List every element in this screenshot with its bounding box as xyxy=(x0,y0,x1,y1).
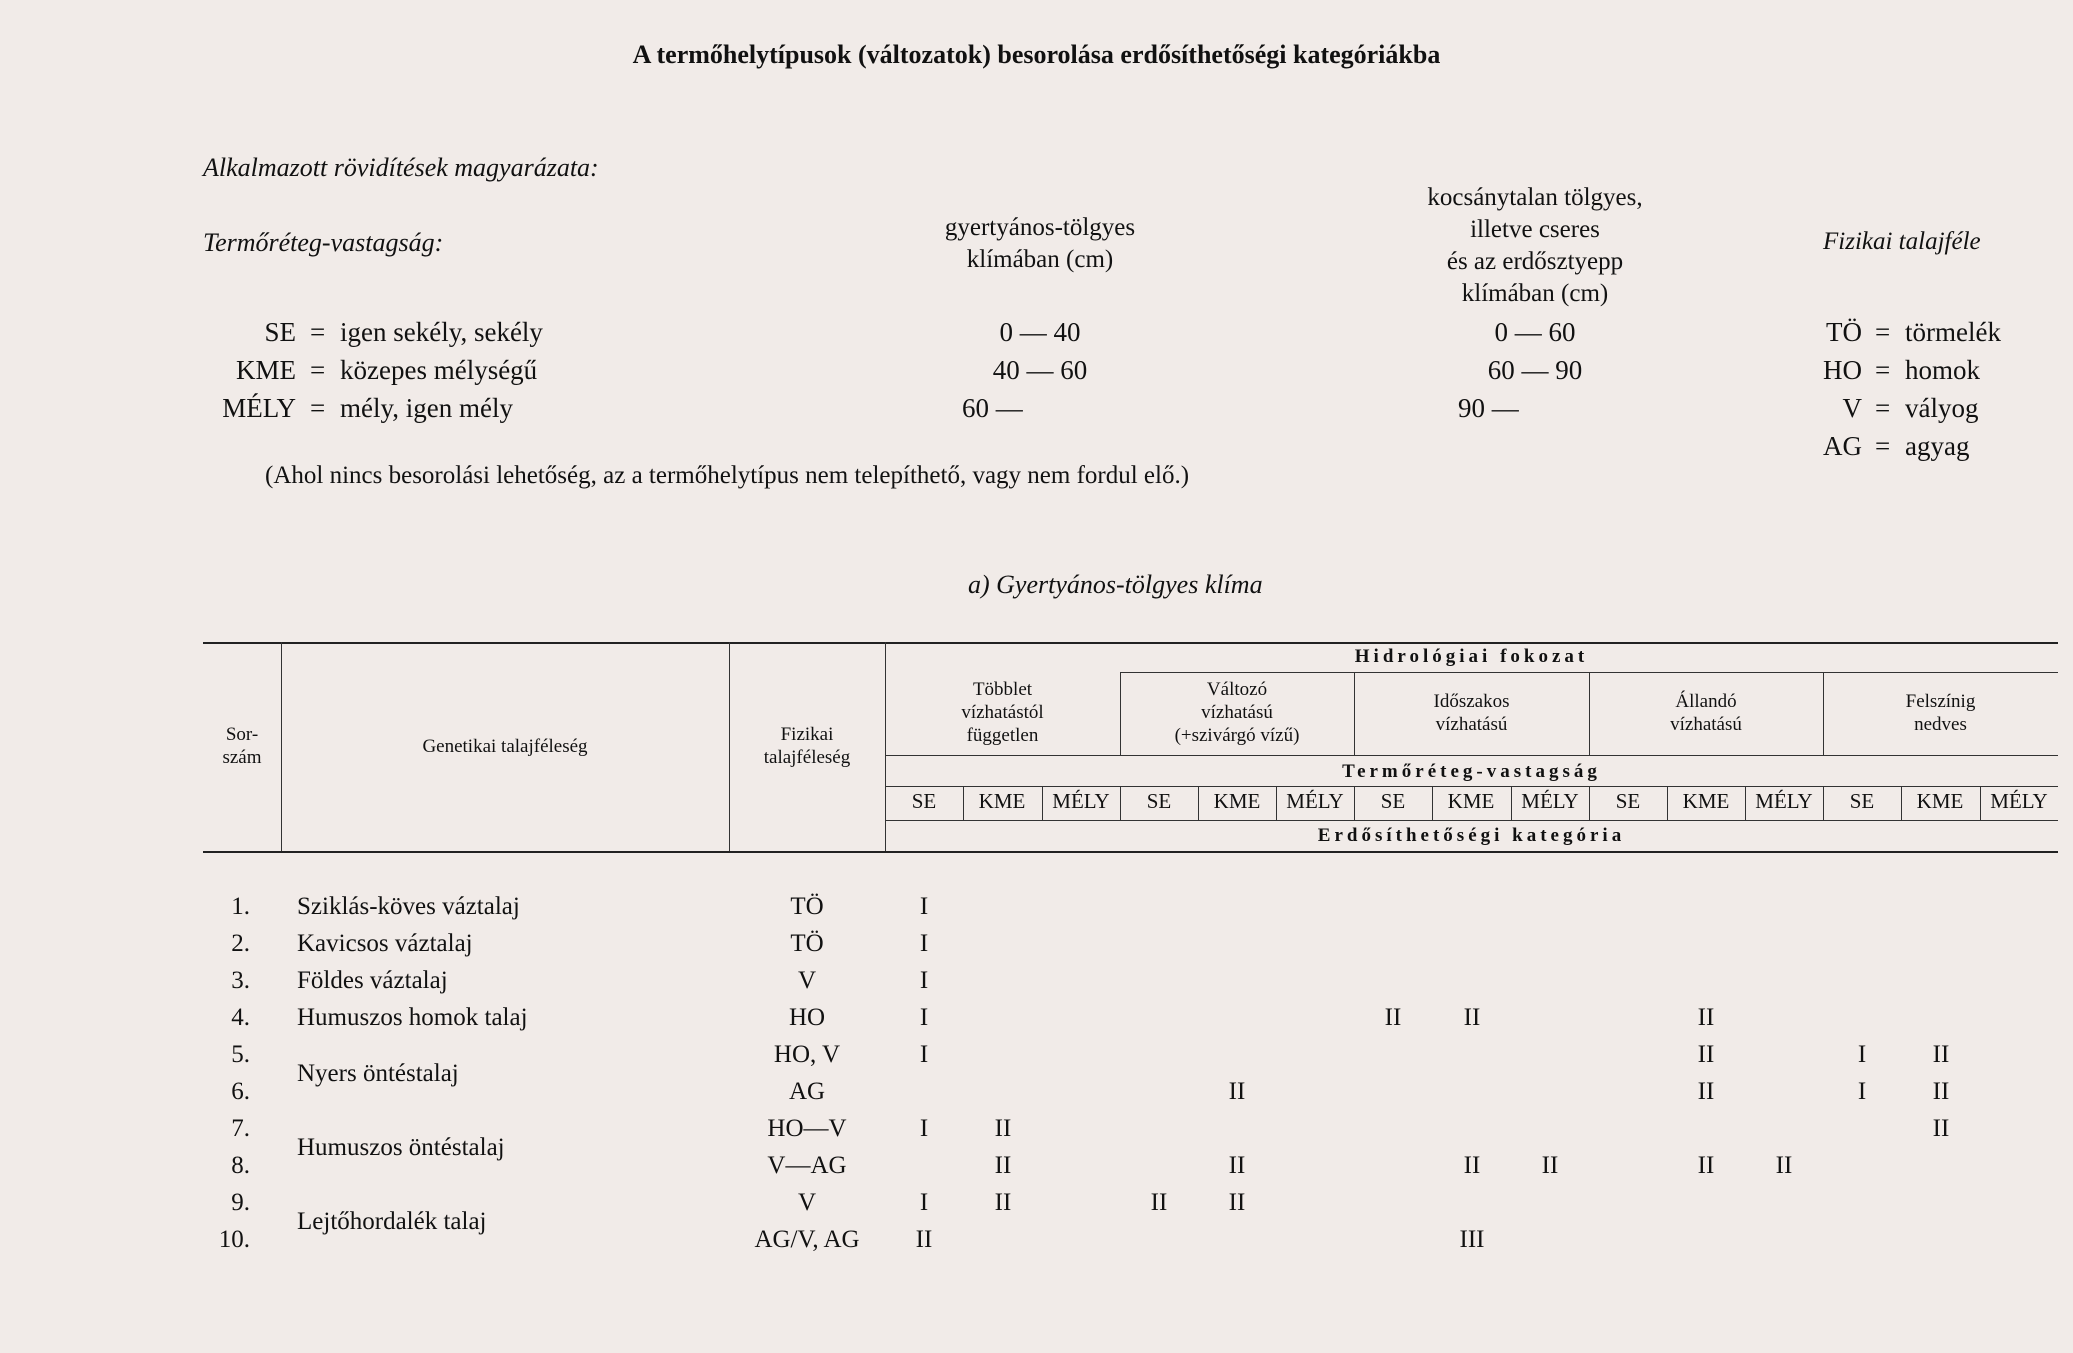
category-cell: II xyxy=(1228,1152,1246,1179)
depth-ko-range: 90 — xyxy=(1458,393,1519,423)
row-number: 2. xyxy=(231,930,250,957)
row-genetikai: Kavicsos váztalaj xyxy=(297,930,473,957)
depth-ko-range: 60 — 90 xyxy=(1487,355,1583,385)
row-fizikai: V xyxy=(797,1189,817,1216)
category-cell: I xyxy=(919,1189,929,1216)
depth-abbr: SE xyxy=(264,317,296,347)
depth-gy-range: 0 — 40 xyxy=(999,317,1081,347)
category-cell: I xyxy=(919,1041,929,1068)
category-cell: II xyxy=(1697,1078,1715,1105)
table-top-rule xyxy=(203,642,2058,644)
row-number: 7. xyxy=(231,1115,250,1142)
row-number: 5. xyxy=(231,1041,250,1068)
sub-header-kme: KME xyxy=(1213,789,1261,813)
row-genetikai: Humuszos homok talaj xyxy=(297,1004,528,1031)
soil-abbr: TÖ xyxy=(1826,317,1862,347)
hidro-group-tobblet xyxy=(885,678,1120,747)
soil-abbr: V xyxy=(1842,393,1862,423)
depth-abbr: MÉLY xyxy=(222,393,296,423)
category-cell: II xyxy=(1228,1189,1246,1216)
category-cell: II xyxy=(1932,1078,1950,1105)
fizikai-header-line: talajféleség xyxy=(763,747,851,768)
category-cell: I xyxy=(919,893,929,920)
category-cell: II xyxy=(1384,1004,1402,1031)
sub-header-kme: KME xyxy=(1682,789,1730,813)
kocsanytalan-header-line: illetve cseres xyxy=(1470,216,1600,243)
row-number: 8. xyxy=(231,1152,250,1179)
row-genetikai: Földes váztalaj xyxy=(297,967,448,994)
soil-eq: = xyxy=(1875,317,1891,347)
sub-header-mely: MÉLY xyxy=(1052,789,1110,813)
hidro-group-line: Felszínig xyxy=(1905,691,1976,712)
category-cell: I xyxy=(919,1115,929,1142)
row-fizikai: HO xyxy=(788,1004,826,1031)
category-cell: II xyxy=(1775,1152,1793,1179)
sub-header-se: SE xyxy=(1380,789,1406,813)
gyertyanos-header-line: gyertyános-tölgyes xyxy=(944,214,1136,241)
category-cell: II xyxy=(994,1189,1012,1216)
sub-header-se: SE xyxy=(911,789,937,813)
row-genetikai: Sziklás-köves váztalaj xyxy=(297,893,520,920)
category-cell: II xyxy=(1463,1004,1481,1031)
soil-abbr: HO xyxy=(1823,355,1862,385)
hidro-group-idoszakos xyxy=(1354,690,1589,736)
gyertyanos-header xyxy=(890,212,1190,276)
hidro-group-allando xyxy=(1589,690,1823,736)
row-genetikai: Lejtőhordalék talaj xyxy=(297,1207,487,1235)
fizikai-talajfele-header: Fizikai talajféle xyxy=(1823,228,1981,255)
hidro-group-line: független xyxy=(966,725,1039,746)
fizikai-header xyxy=(729,723,885,769)
row-number: 9. xyxy=(231,1189,250,1216)
kocsanytalan-header-line: és az erdősztyepp xyxy=(1446,248,1624,275)
soil-eq: = xyxy=(1875,393,1891,423)
hidro-group-line: vízhatású xyxy=(1435,714,1508,735)
hidro-group-line: (+szivárgó vízű) xyxy=(1174,725,1300,746)
depth-sub-rule xyxy=(885,820,2058,821)
row-fizikai: HO, V xyxy=(773,1041,841,1068)
sub-header-mely: MÉLY xyxy=(1286,789,1344,813)
row-number: 4. xyxy=(231,1004,250,1031)
kocsanytalan-header-line: kocsánytalan tölgyes, xyxy=(1427,184,1643,211)
category-header: Erdősíthetőségi kategória xyxy=(1317,825,1626,846)
depth-eq: = xyxy=(310,355,326,385)
depth-desc: mély, igen mély xyxy=(340,393,513,423)
row-number: 10. xyxy=(218,1226,250,1253)
legend-note: (Ahol nincs besorolási lehetőség, az a termőhelytípus nem telepíthető, vagy nem fordul elő.) xyxy=(265,462,1190,489)
sub-header-mely: MÉLY xyxy=(1521,789,1579,813)
row-number: 3. xyxy=(231,967,250,994)
depth-abbr: KME xyxy=(236,355,296,385)
depth-label: Termőréteg-vastagság: xyxy=(203,228,444,257)
sub-header-kme: KME xyxy=(1916,789,1964,813)
category-cell: II xyxy=(1463,1152,1481,1179)
row-number: 6. xyxy=(231,1078,250,1105)
row-fizikai: V xyxy=(797,967,817,994)
row-fizikai: AG/V, AG xyxy=(754,1226,860,1253)
soil-eq: = xyxy=(1875,355,1891,385)
category-cell: II xyxy=(1697,1041,1715,1068)
genetikai-header: Genetikai talajféleség xyxy=(422,736,588,757)
hidro-group-line: vízhatástól xyxy=(961,702,1044,723)
category-cell: II xyxy=(1228,1078,1246,1105)
sorszam-header-line: szám xyxy=(222,747,262,768)
depth-header-rule xyxy=(885,786,2058,787)
hidro-header: Hidrológiai fokozat xyxy=(1354,646,1589,667)
hidro-group-line: Változó xyxy=(1206,679,1268,700)
sub-header-kme: KME xyxy=(978,789,1026,813)
depth-eq: = xyxy=(310,317,326,347)
depth-header: Termőréteg-vastagság xyxy=(1342,761,1601,782)
sub-header-mely: MÉLY xyxy=(1990,789,2048,813)
kocsanytalan-header-line: klímában (cm) xyxy=(1461,280,1609,307)
category-cell: II xyxy=(994,1115,1012,1142)
soil-abbr: AG xyxy=(1823,431,1862,461)
row-genetikai: Nyers öntéstalaj xyxy=(297,1059,459,1087)
sub-header-mely: MÉLY xyxy=(1755,789,1813,813)
category-cell: II xyxy=(1697,1004,1715,1031)
page-title: A termőhelytípusok (változatok) besorolása erdősíthetőségi kategóriákba xyxy=(632,40,1441,69)
sub-header-kme: KME xyxy=(1447,789,1495,813)
depth-desc: igen sekély, sekély xyxy=(340,317,543,347)
category-cell: II xyxy=(1150,1189,1168,1216)
category-cell: II xyxy=(1697,1152,1715,1179)
category-cell: I xyxy=(919,930,929,957)
row-genetikai: Humuszos öntéstalaj xyxy=(297,1133,505,1161)
hidro-group-line: Időszakos xyxy=(1433,691,1510,712)
gyertyanos-header-line: klímában (cm) xyxy=(966,246,1114,273)
category-cell: I xyxy=(919,1004,929,1031)
row-fizikai: HO—V xyxy=(767,1115,847,1142)
category-cell: I xyxy=(1857,1041,1867,1068)
soil-eq: = xyxy=(1875,431,1891,461)
sub-header-se: SE xyxy=(1615,789,1641,813)
soil-desc: törmelék xyxy=(1905,317,2001,347)
hidro-group-line: vízhatású xyxy=(1670,714,1742,735)
table-header-bottom-rule xyxy=(203,851,2058,853)
category-cell: II xyxy=(915,1226,933,1253)
category-cell: II xyxy=(1932,1115,1950,1142)
row-fizikai: TÖ xyxy=(790,893,824,920)
hidro-group-valtozo xyxy=(1120,678,1354,747)
category-cell: I xyxy=(1857,1078,1867,1105)
row-fizikai: TÖ xyxy=(790,930,824,957)
hidro-group-line: Állandó xyxy=(1675,691,1737,712)
kocsanytalan-header xyxy=(1380,182,1690,310)
depth-eq: = xyxy=(310,393,326,423)
row-fizikai: V—AG xyxy=(767,1152,847,1179)
depth-desc: közepes mélységű xyxy=(340,355,538,385)
legend-heading: Alkalmazott rövidítések magyarázata: xyxy=(203,153,599,182)
row-number: 1. xyxy=(231,893,250,920)
depth-gy-range: 60 — xyxy=(962,393,1023,423)
hidro-group-line: vízhatású xyxy=(1201,702,1273,723)
depth-ko-range: 0 — 60 xyxy=(1494,317,1576,347)
hidro-group-line: nedves xyxy=(1914,714,1967,735)
hidro-group-felszinig xyxy=(1823,690,2058,736)
hidro-group-line: Többlet xyxy=(972,679,1033,700)
row-fizikai: AG xyxy=(788,1078,826,1105)
depth-gy-range: 40 — 60 xyxy=(992,355,1088,385)
sorszam-header xyxy=(203,723,281,769)
sorszam-header-line: Sor- xyxy=(225,724,259,745)
category-cell: II xyxy=(994,1152,1012,1179)
soil-desc: homok xyxy=(1905,355,1981,385)
groups-rule xyxy=(885,755,2058,756)
sub-header-se: SE xyxy=(1849,789,1875,813)
category-cell: II xyxy=(1541,1152,1559,1179)
fizikai-header-line: Fizikai xyxy=(780,724,834,745)
category-cell: III xyxy=(1459,1226,1485,1253)
category-cell: I xyxy=(919,967,929,994)
section-title: a) Gyertyános-tölgyes klíma xyxy=(968,570,1263,599)
soil-desc: agyag xyxy=(1905,431,1970,461)
sub-header-se: SE xyxy=(1146,789,1172,813)
soil-desc: vályog xyxy=(1905,393,1979,423)
category-cell: II xyxy=(1932,1041,1950,1068)
